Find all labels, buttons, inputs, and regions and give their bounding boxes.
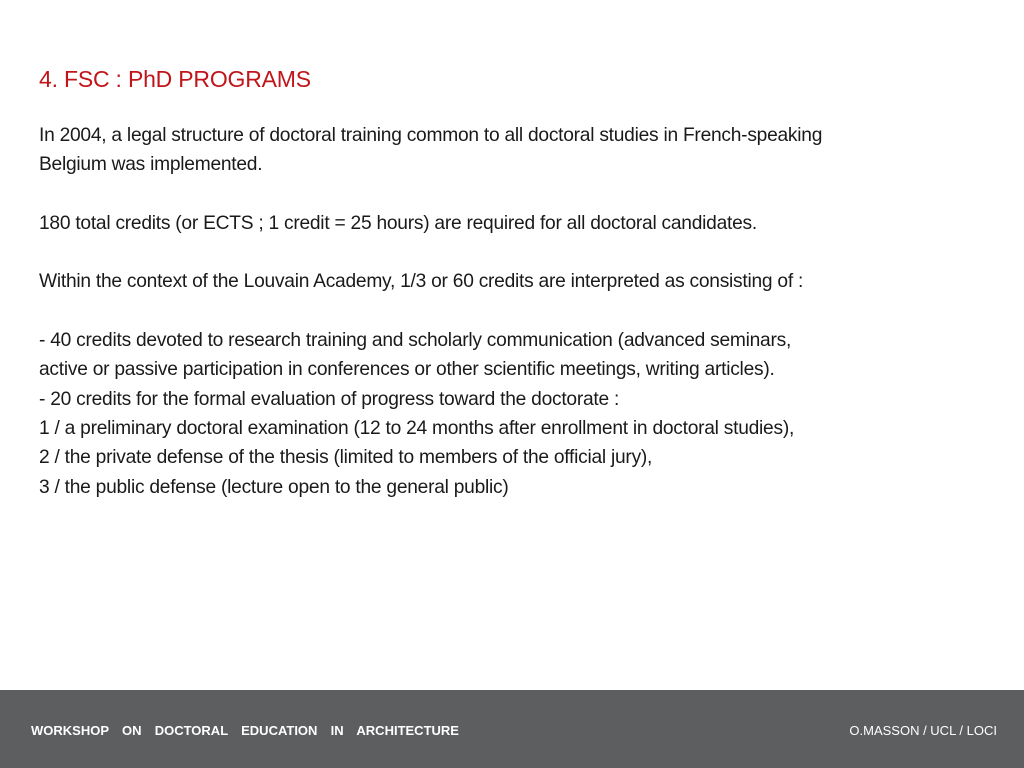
body-line: - 20 credits for the formal evaluation of progress toward the doctorate : (39, 388, 620, 410)
slide-title: 4. FSC : PhD PROGRAMS (39, 66, 311, 92)
body-line: 2 / the private defense of the thesis (limited to members of the official jury), (39, 447, 653, 469)
paragraph-breakdown (39, 326, 994, 502)
paragraph-credits (39, 209, 994, 238)
footer-bar (0, 690, 1024, 768)
body-line: Belgium was implemented. (39, 154, 263, 176)
body-line: In 2004, a legal structure of doctoral training common to all doctoral studies in French-speaking (39, 125, 823, 146)
body-line: active or passive participation in conferences or other scientific meetings, writing articles). (39, 359, 775, 381)
body-line: - 40 credits devoted to research training and scholarly communication (advanced seminars, (39, 330, 792, 352)
paragraph-intro (39, 121, 994, 180)
body-line: 1 / a preliminary doctoral examination (12 to 24 months after enrollment in doctoral studies), (39, 417, 795, 439)
body-line: Within the context of the Louvain Academy, 1/3 or 60 credits are interpreted as consisting of : (39, 271, 804, 293)
paragraph-context (39, 267, 994, 296)
slide-body (39, 121, 994, 531)
footer-author-credit: O.MASSON / UCL / LOCI (849, 723, 997, 738)
footer-workshop-title: WORKSHOP ON DOCTORAL EDUCATION IN ARCHITECTURE (31, 723, 459, 738)
body-line: 3 / the public defense (lecture open to the general public) (39, 476, 509, 498)
body-line: 180 total credits (or ECTS ; 1 credit = 25 hours) are required for all doctoral candidates. (39, 212, 757, 234)
